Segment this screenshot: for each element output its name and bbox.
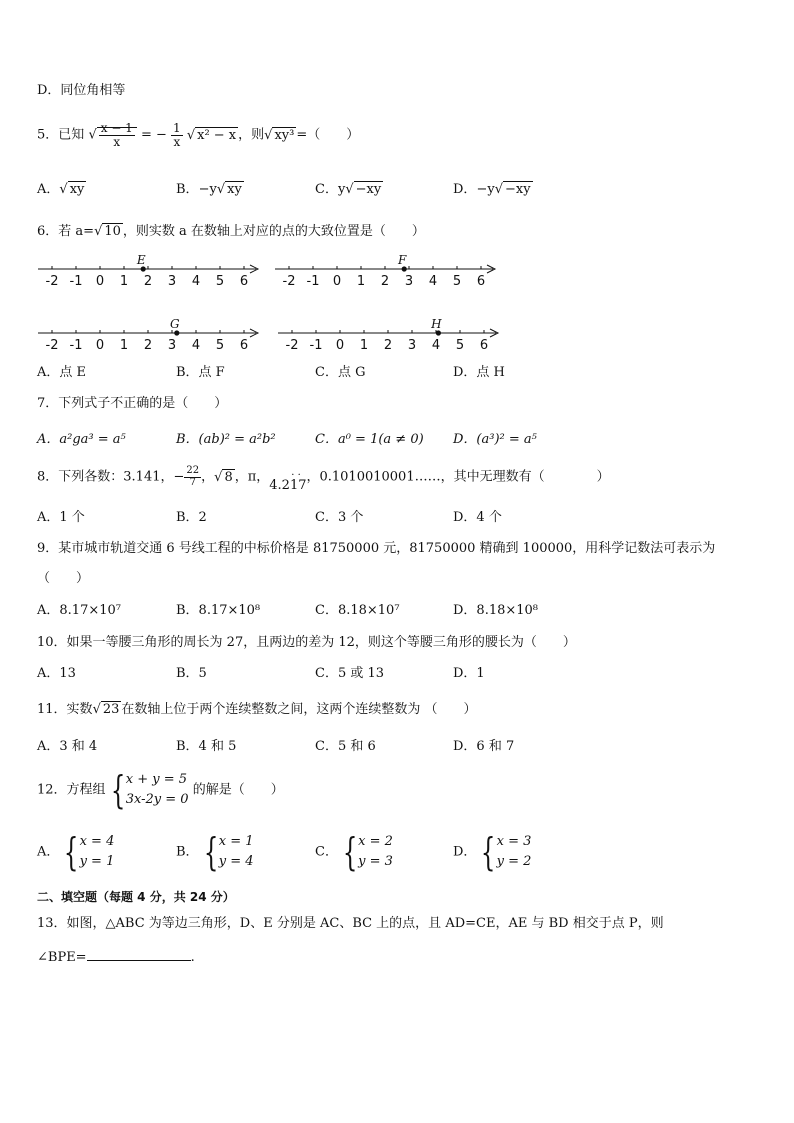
q6-stem [37, 225, 425, 238]
q5-rad3: xy³ [274, 127, 295, 143]
option-label: C． [315, 844, 338, 860]
q8-option-c: C．3 个 [315, 510, 364, 525]
q5-sqrt-3: √ xy³ [264, 127, 295, 143]
q11-rad: 23 [102, 702, 120, 717]
q13-end: . [190, 950, 195, 965]
q5-stem [37, 122, 359, 148]
q6-stem-pre: 若 a= [58, 224, 95, 239]
q10-option-b: B．5 [176, 666, 207, 681]
tick-label: -2 [285, 338, 299, 353]
tick-label: 0 [95, 274, 105, 289]
option-system [219, 832, 254, 872]
option-system [80, 832, 115, 872]
q13-angle-label: ∠BPE= [37, 950, 87, 965]
tick-label: 2 [383, 338, 393, 353]
q11-option-d: D．6 和 7 [453, 739, 515, 754]
point-label: F [398, 253, 407, 267]
q12-option-d [453, 832, 531, 872]
q5-frac2-num: 1 [173, 121, 181, 135]
number-line-h [276, 316, 508, 356]
q8-frac-num: 22 [186, 465, 200, 476]
q8-option-a: A．1 个 [37, 510, 85, 525]
q11-stem-pre: 实数 [66, 702, 93, 717]
option-sqrt: √ xy [216, 182, 242, 197]
q13-stem: 13．如图，△ABC 为等边三角形，D、E 分别是 AC、BC 上的点，且 AD=CE，AE 与 BD 相交于点 P，则 [37, 916, 664, 931]
q6-option-b: B．点 F [176, 365, 225, 380]
tick-label: 5 [215, 338, 225, 353]
q5-option-c [315, 183, 383, 196]
q6-number: 6． [37, 224, 59, 239]
q8-number: 8． [37, 469, 59, 485]
option-line-1: x = 4 [79, 834, 115, 849]
q5-sqrt-2: √ x² − x [186, 127, 237, 143]
option-label: B． [176, 182, 199, 197]
q8-rad: 8 [224, 469, 233, 485]
option-label: C． [315, 182, 338, 197]
q5-frac2-den: x [173, 134, 181, 149]
option-pre: y [337, 182, 346, 197]
q11-number: 11． [37, 702, 67, 717]
tick-label: -1 [306, 274, 320, 289]
point-marker [436, 330, 441, 335]
tick-label: 2 [143, 338, 153, 353]
q7-option-d: D．(a³)² = a⁵ [453, 432, 537, 447]
q7-option-b: B．(ab)² = a²b² [176, 432, 276, 447]
option-label: B． [176, 844, 199, 860]
tick-label: -2 [45, 274, 59, 289]
q5-frac2 [171, 122, 183, 148]
option-rad: −xy [504, 182, 531, 197]
option-system [497, 832, 532, 872]
q9-option-c: C．8.18×10⁷ [315, 603, 400, 618]
q11-sqrt: √ 23 [92, 702, 120, 717]
option-label: D． [453, 182, 477, 197]
q5-stem-prefix: 已知 [58, 127, 85, 143]
q12-brace: { [110, 768, 125, 812]
q10-option-a: A．13 [37, 666, 76, 681]
option-line-1: x = 2 [358, 834, 393, 849]
number-line-e [36, 252, 268, 292]
option-pre: −y [198, 182, 217, 197]
q5-rad2: x² − x [197, 127, 237, 143]
point-marker [174, 330, 179, 335]
q12-stem-pre: 方程组 [66, 782, 106, 798]
q12-number: 12． [37, 782, 67, 798]
option-brace: { [342, 830, 358, 874]
q8-frac [184, 466, 201, 488]
q13-stem-cont [37, 948, 195, 964]
q12-eq2: 3x-2y = 0 [125, 792, 189, 807]
q7-option-a: A．a²ga³ = a⁵ [37, 432, 126, 447]
option-label: A． [37, 182, 60, 197]
section-heading-fill-in: 二、填空题（每题 4 分，共 24 分） [37, 890, 235, 904]
tick-label: -1 [69, 338, 83, 353]
q5-option-d [453, 183, 533, 196]
q8-frac-den: 7 [189, 476, 196, 488]
tick-label: 2 [380, 274, 390, 289]
tick-label: 1 [359, 338, 369, 353]
q5-sqrt-1: √ $\frac{x - 1}{x}$ [88, 122, 136, 148]
q8-sep1: ， [201, 469, 215, 485]
q6-option-c: C．点 G [315, 365, 366, 380]
tick-label: 0 [332, 274, 342, 289]
q6-sqrt: √ 10 [94, 224, 121, 239]
tick-label: 4 [191, 338, 201, 353]
q5-number: 5． [37, 127, 59, 143]
option-brace: { [64, 830, 79, 874]
tick-label: 1 [356, 274, 366, 289]
number-line-g [36, 316, 268, 356]
tick-label: 5 [215, 274, 225, 289]
q5-equals: = − [140, 127, 167, 143]
tick-label: -2 [282, 274, 296, 289]
q12-system [126, 770, 189, 810]
option-line-2: y = 1 [79, 854, 115, 869]
tick-label: 1 [119, 274, 129, 289]
option-sqrt: √ xy [59, 182, 85, 197]
q10-option-d: D．1 [453, 666, 485, 681]
option-sqrt: √ −xy [345, 182, 382, 197]
tick-label: 4 [431, 338, 441, 353]
option-system [358, 832, 393, 872]
q8-repeating-dots: · · [291, 469, 301, 481]
q12-option-a [37, 832, 114, 872]
option-label: D． [453, 844, 477, 860]
option-label: A． [37, 844, 60, 860]
q6-stem-post: ，则实数 a 在数轴上对应的点的大致位置是（ ） [122, 224, 425, 239]
q8-option-d: D．4 个 [453, 510, 502, 525]
tick-label: 6 [239, 338, 249, 353]
q8-repeating-decimal [269, 469, 307, 493]
q11-option-b: B．4 和 5 [176, 739, 237, 754]
q10-stem: 10．如果一等腰三角形的周长为 27，且两边的差为 12，则这个等腰三角形的腰长为（ ） [37, 635, 576, 650]
option-line-1: x = 1 [218, 834, 254, 849]
q11-option-c: C．5 和 6 [315, 739, 376, 754]
tick-label: -2 [45, 338, 59, 353]
tick-label: 3 [407, 338, 417, 353]
q13-answer-blank[interactable] [87, 948, 191, 961]
number-line-f [273, 252, 505, 292]
option-line-2: y = 4 [218, 854, 254, 869]
q12-option-b [176, 832, 254, 872]
tick-label: 6 [476, 274, 486, 289]
q8-repeating-value: 4.217 [269, 477, 307, 493]
tick-label: 3 [167, 274, 177, 289]
q5-option-b [176, 183, 244, 196]
q6-option-a: A．点 E [37, 365, 87, 380]
tick-label: 3 [404, 274, 414, 289]
option-line-2: y = 3 [358, 854, 393, 869]
q8-sep2: ，π， [234, 469, 270, 485]
tick-label: 6 [239, 274, 249, 289]
q8-option-b: B．2 [176, 510, 207, 525]
q7-option-c: C．a⁰ = 1(a ≠ 0) [315, 432, 424, 447]
tick-label: 5 [452, 274, 462, 289]
option-rad: xy [69, 182, 85, 197]
q12-stem-post: 的解是（ ） [192, 782, 284, 798]
q8-stem [37, 466, 610, 492]
q9-stem: 9．某市城市轨道交通 6 号线工程的中标价格是 81750000 元，81750000 精确到 100000，用科学记数法可表示为 [37, 541, 716, 556]
q5-option-a [37, 183, 86, 196]
option-sqrt: √ −xy [494, 182, 531, 197]
q5-mid: ，则 [238, 127, 265, 143]
point-label: E [136, 253, 146, 267]
tick-label: -1 [69, 274, 83, 289]
option-rad: −xy [355, 182, 382, 197]
q4-option-d: D．同位角相等 [37, 83, 126, 98]
tick-label: 2 [143, 274, 153, 289]
q5-frac1-den: x [113, 134, 121, 149]
q5-tail: =（ ） [296, 127, 360, 143]
tick-label: 3 [167, 338, 177, 353]
option-line-1: x = 3 [496, 834, 532, 849]
tick-label: 6 [479, 338, 489, 353]
q11-stem-post: 在数轴上位于两个连续整数之间，这两个连续整数为 （ ） [121, 702, 477, 717]
option-pre: −y [476, 182, 495, 197]
q9-stem-cont: （ ） [37, 571, 90, 586]
tick-label: 1 [119, 338, 129, 353]
q12-stem [37, 770, 284, 810]
tick-label: -1 [309, 338, 323, 353]
tick-label: 5 [455, 338, 465, 353]
q11-option-a: A．3 和 4 [37, 739, 98, 754]
q11-stem [37, 703, 477, 716]
q6-rad: 10 [104, 224, 121, 239]
q7-stem: 7．下列式子不正确的是（ ） [37, 396, 228, 411]
q6-option-d: D．点 H [453, 365, 505, 380]
q8-sqrt: √ 8 [214, 469, 233, 485]
tick-label: 0 [335, 338, 345, 353]
q8-stem-post: ，0.1010010001……，其中无理数有（ ） [306, 469, 610, 485]
point-label: H [431, 317, 442, 331]
tick-label: 0 [95, 338, 105, 353]
q9-option-b: B．8.17×10⁸ [176, 603, 261, 618]
tick-label: 4 [191, 274, 201, 289]
q10-option-c: C．5 或 13 [315, 666, 385, 681]
option-rad: xy [227, 182, 242, 197]
point-marker [402, 266, 407, 271]
q12-eq1: x + y = 5 [125, 772, 188, 787]
q12-option-c [315, 832, 393, 872]
point-label: G [170, 317, 180, 331]
point-marker [141, 266, 146, 271]
q9-option-d: D．8.18×10⁸ [453, 603, 539, 618]
option-brace: { [203, 830, 218, 874]
option-line-2: y = 2 [496, 854, 532, 869]
q8-stem-pre: 下列各数：3.141，− [58, 469, 185, 485]
q9-option-a: A．8.17×10⁷ [37, 603, 121, 618]
q5-frac1-num: x − 1 [100, 121, 133, 135]
tick-label: 4 [428, 274, 438, 289]
option-brace: { [481, 830, 496, 874]
